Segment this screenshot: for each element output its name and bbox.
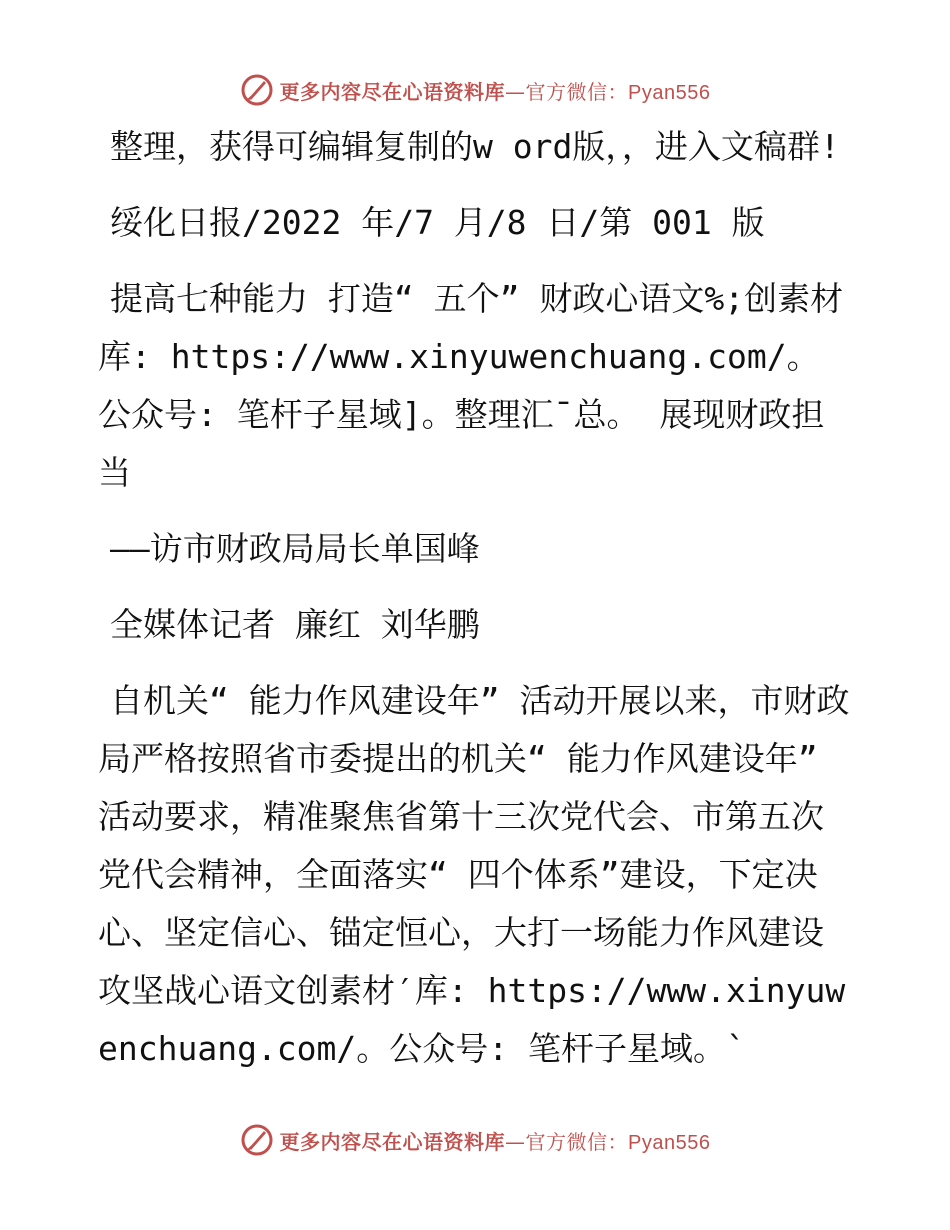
watermark-dash: —	[505, 79, 526, 104]
watermark-label: 官方微信：	[525, 1129, 629, 1154]
paragraph-intro: 整理，获得可编辑复制的w ord版，，进入文稿群!	[110, 127, 840, 166]
header-watermark	[0, 70, 950, 110]
watermark-wechat-id: Pyan556	[628, 1131, 711, 1154]
footer-watermark	[0, 1120, 950, 1160]
watermark-text	[280, 1126, 711, 1155]
quill-logo-icon	[240, 73, 274, 107]
document-body	[98, 118, 850, 1096]
watermark-dash: —	[505, 1129, 526, 1154]
watermark-main: 更多内容尽在心语资料库	[279, 1129, 506, 1154]
quill-logo-icon	[240, 1123, 274, 1157]
paragraph-subtitle: ——访市财政局局长单国峰	[110, 529, 480, 568]
watermark-wechat-id: Pyan556	[628, 81, 711, 104]
watermark-text	[280, 76, 711, 105]
watermark-main: 更多内容尽在心语资料库	[279, 79, 506, 104]
paragraph-headline: 提高七种能力 打造“ 五个” 财政心语文%;创素材库: https://www.xinyuwenchuang.com/。公众号: 笔杆子星域]。整理汇¯总。 展现财政担当	[98, 279, 844, 492]
watermark-label: 官方微信：	[525, 79, 629, 104]
paragraph-body: 自机关“ 能力作风建设年” 活动开展以来，市财政局严格按照省市委提出的机关“ 能力作风建设年” 活动要求，精准聚焦省第十三次党代会、市第五次党代会精神，全面落实“ 四个体系”建设，下定决心、坚定信心、锚定恒心，大打一场能力作风建设攻坚战心语文创素材′库: https://www.xinyuwenchuang.com/。公众号: 笔杆子星域。`	[98, 681, 850, 1068]
paragraph-byline: 全媒体记者 廉红 刘华鹏	[110, 605, 480, 644]
paragraph-source: 绥化日报/2022 年/7 月/8 日/第 001 版	[110, 203, 765, 242]
